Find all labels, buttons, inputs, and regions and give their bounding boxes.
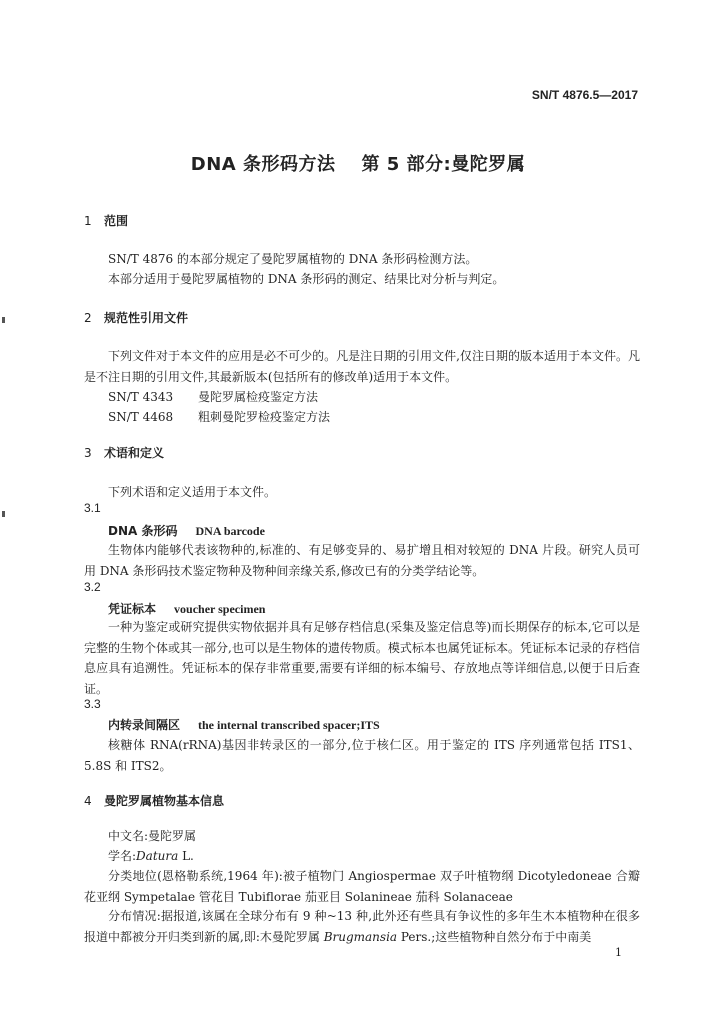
title-part-1: DNA 条形码方法 bbox=[190, 154, 336, 175]
section-3-heading: 3 术语和定义 bbox=[84, 446, 165, 460]
term-number: 3.3 bbox=[84, 697, 101, 711]
scan-mark bbox=[2, 317, 5, 323]
term-heading: 凭证标本 voucher specimen bbox=[108, 602, 266, 616]
term-definition: 生物体内能够代表该物种的,标准的、有足够变异的、易扩增且相对较短的 DNA 片段。研究人员可用 DNA 条形码技术鉴定物种及物种间亲缘关系,修改已有的分类学结论等。 bbox=[84, 543, 640, 578]
term-number: 3.2 bbox=[84, 580, 101, 594]
distribution: 分布情况:据报道,该属在全球分布有 9 种~13 种,此外还有些具有争议性的多年生木本植物种在很多报道中都被分开归类到新的属,即:木曼陀罗属 Brugmansia Pers.;这些植物种自然分布于中南美 bbox=[84, 909, 640, 944]
title-part-2: 第 5 部分:曼陀罗属 bbox=[361, 154, 526, 175]
section-4-heading: 4 曼陀罗属植物基本信息 bbox=[84, 794, 225, 808]
term-heading: DNA 条形码 DNA barcode bbox=[108, 524, 265, 538]
term-heading: 内转录间隔区 the internal transcribed spacer;ITS bbox=[108, 718, 380, 732]
term-definition: 一种为鉴定或研究提供实物依据并具有足够存档信息(采集及鉴定信息等)而长期保存的标本,它可以是完整的生物个体或其一部分,也可以是生物体的遗传物质。模式标本也属凭证标本。凭证标本记录的存档信息应具有追溯性。凭证标本的保存非常重要,需要有详细的标本编号、存放地点等详细信息,以便于日后查证。 bbox=[84, 620, 640, 696]
reference-item: SN/T 4468 粗刺曼陀罗检疫鉴定方法 bbox=[108, 410, 331, 424]
reference-item: SN/T 4343 曼陀罗属检疫鉴定方法 bbox=[108, 390, 319, 404]
standard-number: SN/T 4876.5—2017 bbox=[531, 88, 638, 102]
page-number: 1 bbox=[615, 946, 622, 959]
section-1-paragraph-1: SN/T 4876 的本部分规定了曼陀罗属植物的 DNA 条形码检测方法。 bbox=[108, 252, 478, 266]
section-2-heading: 2 规范性引用文件 bbox=[84, 311, 189, 325]
section-1-heading: 1 范围 bbox=[84, 214, 129, 228]
term-definition: 核糖体 RNA(rRNA)基因非转录区的一部分,位于核仁区。用于鉴定的 ITS 序列通常包括 ITS1、5.8S 和 ITS2。 bbox=[84, 738, 640, 773]
classification: 分类地位(恩格勒系统,1964 年):被子植物门 Angiospermae 双子叶植物纲 Dicotyledoneae 合瓣花亚纲 Sympetalae 管花目 Tubiflorae 茄亚目 Solanineae 茄科 Solanaceae bbox=[84, 869, 640, 904]
document-title bbox=[0, 150, 716, 176]
term-number: 3.1 bbox=[84, 501, 101, 515]
section-1-paragraph-2: 本部分适用于曼陀罗属植物的 DNA 条形码的测定、结果比对分析与判定。 bbox=[108, 272, 505, 286]
scan-mark bbox=[2, 511, 5, 517]
section-2-paragraph: 下列文件对于本文件的应用是必不可少的。凡是注日期的引用文件,仅注日期的版本适用于本文件。凡是不注日期的引用文件,其最新版本(包括所有的修改单)适用于本文件。 bbox=[84, 349, 640, 384]
scientific-name: 学名:Datura L. bbox=[108, 849, 194, 863]
section-3-intro: 下列术语和定义适用于本文件。 bbox=[108, 485, 277, 499]
chinese-name: 中文名:曼陀罗属 bbox=[108, 829, 197, 843]
